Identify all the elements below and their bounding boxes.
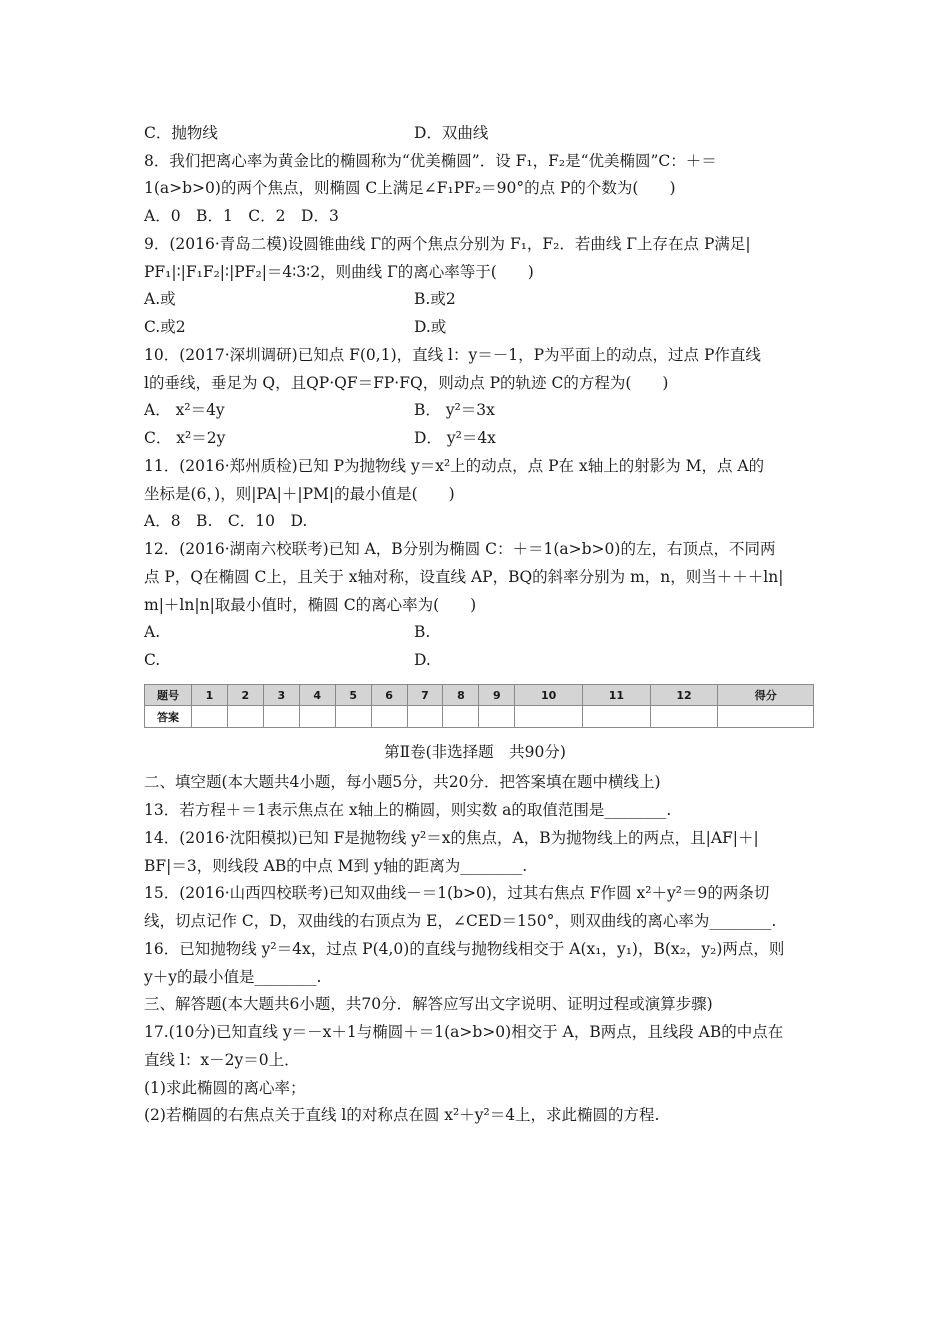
text-line-q9d1: D.或	[414, 318, 447, 336]
text-line-q8o: A．0 B．1 C．2 D．3	[144, 207, 339, 225]
text-line-q9b1: B.或2	[414, 290, 456, 308]
text-line-q10a: 10．(2017·深圳调研)已知点 F(0,1)，直线 l：y＝－1，P为平面上的动点，过点 P作直线	[144, 346, 761, 364]
answer-grid-number-9: 9	[479, 685, 515, 706]
answer-grid-number-4: 4	[299, 685, 335, 706]
text-line-q14b: BF|＝3，则线段 AB的中点 M到 y轴的距离为________.	[144, 857, 528, 875]
text-line-q17b: 直线 l：x－2y＝0上．	[144, 1051, 300, 1069]
text-line-q11a: 11．(2016·郑州质检)已知 P为抛物线 y＝x²上的动点，点 P在 x轴上的射影为 M，点 A的	[144, 457, 765, 475]
text-line-q12o1: A.	[144, 623, 161, 641]
text-line-q9a1: A.或	[144, 290, 176, 308]
answer-grid-number-2: 2	[227, 685, 263, 706]
text-line-q8a: 8．我们把离心率为黄金比的椭圆称为“优美椭圆”．设 F₁，F₂是“优美椭圆”C：＋＝	[144, 152, 717, 170]
answer-cell-12[interactable]	[650, 706, 718, 728]
answer-cell-5[interactable]	[335, 706, 371, 728]
answer-grid-number-10: 10	[515, 685, 583, 706]
answer-cell-3[interactable]	[263, 706, 299, 728]
text-line-q11o: A．8 B. C．10 D.	[144, 512, 308, 530]
text-line-q10o3: C． x²＝2y	[144, 429, 226, 447]
answer-cell-11[interactable]	[583, 706, 651, 728]
text-line-q9c1: C.或2	[144, 318, 186, 336]
text-line-q14a: 14．(2016·沈阳模拟)已知 F是抛物线 y²＝x的焦点，A，B为抛物线上的两点，且|AF|＋|	[144, 829, 759, 847]
text-line-q7d: D．双曲线	[414, 124, 489, 142]
answer-score-cell[interactable]	[718, 706, 814, 728]
text-line-s2: 二、填空题(本大题共4小题，每小题5分，共20分．把答案填在题中横线上)	[144, 773, 661, 791]
answer-grid-number-11: 11	[583, 685, 651, 706]
answer-grid-number-7: 7	[407, 685, 443, 706]
answer-grid-number-12: 12	[650, 685, 718, 706]
text-line-s3: 三、解答题(本大题共6小题，共70分．解答应写出文字说明、证明过程或演算步骤)	[144, 995, 713, 1013]
text-line-q9b: PF₁|∶|F₁F₂|∶|PF₂|＝4∶3∶2，则曲线 Γ的离心率等于( )	[144, 263, 534, 281]
answer-grid-header-label: 题号	[145, 685, 192, 706]
text-line-q12a: 12．(2016·湖南六校联考)已知 A，B分别为椭圆 C：＋＝1(a>b>0)的左，右顶点，不同两	[144, 540, 776, 558]
answer-grid-number-6: 6	[371, 685, 407, 706]
text-line-q17a: 17.(10分)已知直线 y＝－x＋1与椭圆＋＝1(a>b>0)相交于 A，B两点，且线段 AB的中点在	[144, 1023, 784, 1041]
answer-grid	[144, 684, 814, 728]
text-line-q9a: 9．(2016·青岛二模)设圆锥曲线 Γ的两个焦点分别为 F₁，F₂．若曲线 Γ上存在点 P满足|	[144, 235, 751, 253]
section-title: 第Ⅱ卷(非选择题 共90分)	[384, 743, 566, 761]
text-line-q12c: m|＋ln|n|取最小值时，椭圆 C的离心率为( )	[144, 596, 477, 614]
text-line-q10o4: D． y²＝4x	[414, 429, 496, 447]
answer-grid-number-1: 1	[192, 685, 228, 706]
text-line-q16b: y＋y的最小值是________.	[144, 968, 322, 986]
text-line-q17c: (1)求此椭圆的离心率；	[144, 1079, 306, 1097]
answer-cell-10[interactable]	[515, 706, 583, 728]
answer-grid-header-row	[145, 685, 814, 706]
answer-cell-7[interactable]	[407, 706, 443, 728]
text-line-q16a: 16．已知抛物线 y²＝4x，过点 P(4,0)的直线与抛物线相交于 A(x₁，y₁)，B(x₂，y₂)两点，则	[144, 940, 785, 958]
answer-grid-number-5: 5	[335, 685, 371, 706]
answer-cell-9[interactable]	[479, 706, 515, 728]
answer-grid-number-8: 8	[443, 685, 479, 706]
text-line-q17d: (2)若椭圆的右焦点关于直线 l的对称点在圆 x²＋y²＝4上，求此椭圆的方程.	[144, 1106, 660, 1124]
answer-grid-number-3: 3	[263, 685, 299, 706]
answer-cell-2[interactable]	[227, 706, 263, 728]
answer-cell-4[interactable]	[299, 706, 335, 728]
answer-cell-1[interactable]	[192, 706, 228, 728]
text-line-q8b: 1(a>b>0)的两个焦点，则椭圆 C上满足∠F₁PF₂＝90°的点 P的个数为( )	[144, 179, 676, 197]
text-line-q7c: C．抛物线	[144, 124, 218, 142]
answer-grid-score-label: 得分	[718, 685, 814, 706]
text-line-q13: 13．若方程＋＝1表示焦点在 x轴上的椭圆，则实数 a的取值范围是________.	[144, 801, 672, 819]
text-line-q12b: 点 P，Q在椭圆 C上，且关于 x轴对称，设直线 AP，BQ的斜率分别为 m，n，则当＋＋＋ln|	[144, 568, 784, 586]
text-line-q15b: 线，切点记作 C，D，双曲线的右顶点为 E，∠CED＝150°，则双曲线的离心率为________.	[144, 912, 777, 930]
text-line-q11b: 坐标是(6，)，则|PA|＋|PM|的最小值是( )	[144, 485, 455, 503]
text-line-q12o4: D.	[414, 651, 431, 669]
answer-grid-row-label: 答案	[145, 706, 192, 728]
text-line-q10b: l的垂线，垂足为 Q，且QP·QF＝FP·FQ，则动点 P的轨迹 C的方程为( )	[144, 374, 669, 392]
text-line-q15a: 15．(2016·山西四校联考)已知双曲线－＝1(b>0)，过其右焦点 F作圆 x²＋y²＝9的两条切	[144, 884, 770, 902]
text-line-q10o1: A． x²＝4y	[144, 401, 225, 419]
answer-cell-6[interactable]	[371, 706, 407, 728]
text-line-q12o2: B.	[414, 623, 431, 641]
text-line-q12o3: C.	[144, 651, 161, 669]
text-line-q10o2: B． y²＝3x	[414, 401, 495, 419]
answer-grid-answer-row	[145, 706, 814, 728]
answer-cell-8[interactable]	[443, 706, 479, 728]
